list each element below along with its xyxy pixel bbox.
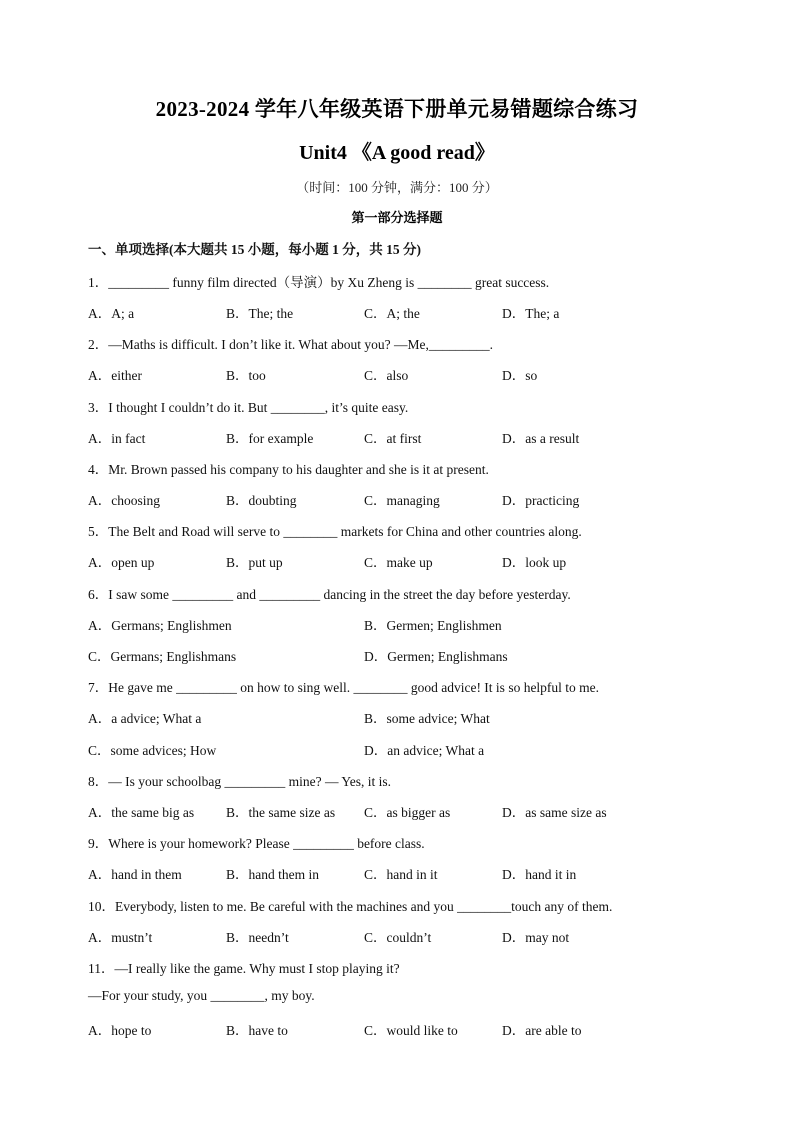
option-c: C．make up [364, 555, 433, 570]
option-c: C．A; the [364, 306, 420, 321]
exam-info: （时间：100 分钟，满分：100 分） [296, 180, 498, 195]
question-stem: 10．Everybody, listen to me. Be careful with the machines and you ________touch any of them. [88, 899, 613, 914]
option-b: B．too [226, 368, 266, 383]
option-b: B．put up [226, 555, 283, 570]
option-a: A．mustn’t [88, 930, 153, 945]
option-c: C．Germans; Englishmans [88, 649, 237, 664]
question-stem: 3．I thought I couldn’t do it. But ________, it’s quite easy. [88, 400, 409, 415]
option-d: D．are able to [502, 1023, 582, 1038]
option-d: D．so [502, 368, 538, 383]
option-d: D．Germen; Englishmans [364, 649, 508, 664]
question-stem: 9．Where is your homework? Please _________ before class. [88, 836, 425, 851]
option-a: A．open up [88, 555, 155, 570]
option-b: B．for example [226, 431, 314, 446]
option-b: B．hand them in [226, 867, 319, 882]
option-a: A．hope to [88, 1023, 152, 1038]
option-c: C．couldn’t [364, 930, 432, 945]
option-c: C．some advices; How [88, 743, 217, 758]
question-stem: 5．The Belt and Road will serve to ________ markets for China and other countries along. [88, 524, 582, 539]
option-a: A．hand in them [88, 867, 182, 882]
question-stem: 1．_________ funny film directed（导演）by Xu Zheng is ________ great success. [88, 275, 550, 290]
option-b: B．some advice; What [364, 711, 490, 726]
question-stem: 2．—Maths is difficult. I don’t like it. What about you? —Me,_________. [88, 337, 493, 352]
option-a: A．A; a [88, 306, 135, 321]
option-b: B．Germen; Englishmen [364, 618, 502, 633]
section-title: 一、单项选择(本大题共 15 小题，每小题 1 分，共 15 分) [88, 242, 421, 257]
option-a: A．a advice; What a [88, 711, 202, 726]
unit-title: Unit4 《A good read》 [299, 142, 495, 164]
option-a: A．choosing [88, 493, 160, 508]
question-stem: 4．Mr. Brown passed his company to his daughter and she is it at present. [88, 462, 489, 477]
option-c: C．as bigger as [364, 805, 451, 820]
option-c: C．hand in it [364, 867, 438, 882]
option-c: C．also [364, 368, 409, 383]
option-c: C．would like to [364, 1023, 458, 1038]
option-a: A．in fact [88, 431, 146, 446]
option-b: B．the same size as [226, 805, 336, 820]
option-a: A．Germans; Englishmen [88, 618, 232, 633]
option-d: D．as same size as [502, 805, 607, 820]
option-d: D．as a result [502, 431, 580, 446]
part-title: 第一部分选择题 [351, 210, 443, 225]
option-b: B．needn’t [226, 930, 289, 945]
option-d: D．an advice; What a [364, 743, 485, 758]
question-stem-continued: —For your study, you ________, my boy. [88, 988, 315, 1003]
question-stem: 8．— Is your schoolbag _________ mine? — Yes, it is. [88, 774, 391, 789]
option-c: C．managing [364, 493, 440, 508]
option-a: A．the same big as [88, 805, 195, 820]
document-title: 2023-2024 学年八年级英语下册单元易错题综合练习 [155, 97, 639, 121]
option-b: B．have to [226, 1023, 288, 1038]
option-d: D．The; a [502, 306, 560, 321]
option-a: A．either [88, 368, 142, 383]
option-b: B．doubting [226, 493, 297, 508]
question-stem: 7．He gave me _________ on how to sing well. ________ good advice! It is so helpful to me. [88, 680, 600, 695]
option-d: D．may not [502, 930, 570, 945]
option-c: C．at first [364, 431, 422, 446]
option-b: B．The; the [226, 306, 294, 321]
option-d: D．hand it in [502, 867, 577, 882]
question-stem: 11．—I really like the game. Why must I stop playing it? [88, 961, 400, 976]
question-stem: 6．I saw some _________ and _________ dancing in the street the day before yesterday. [88, 587, 571, 602]
option-d: D．look up [502, 555, 567, 570]
option-d: D．practicing [502, 493, 580, 508]
